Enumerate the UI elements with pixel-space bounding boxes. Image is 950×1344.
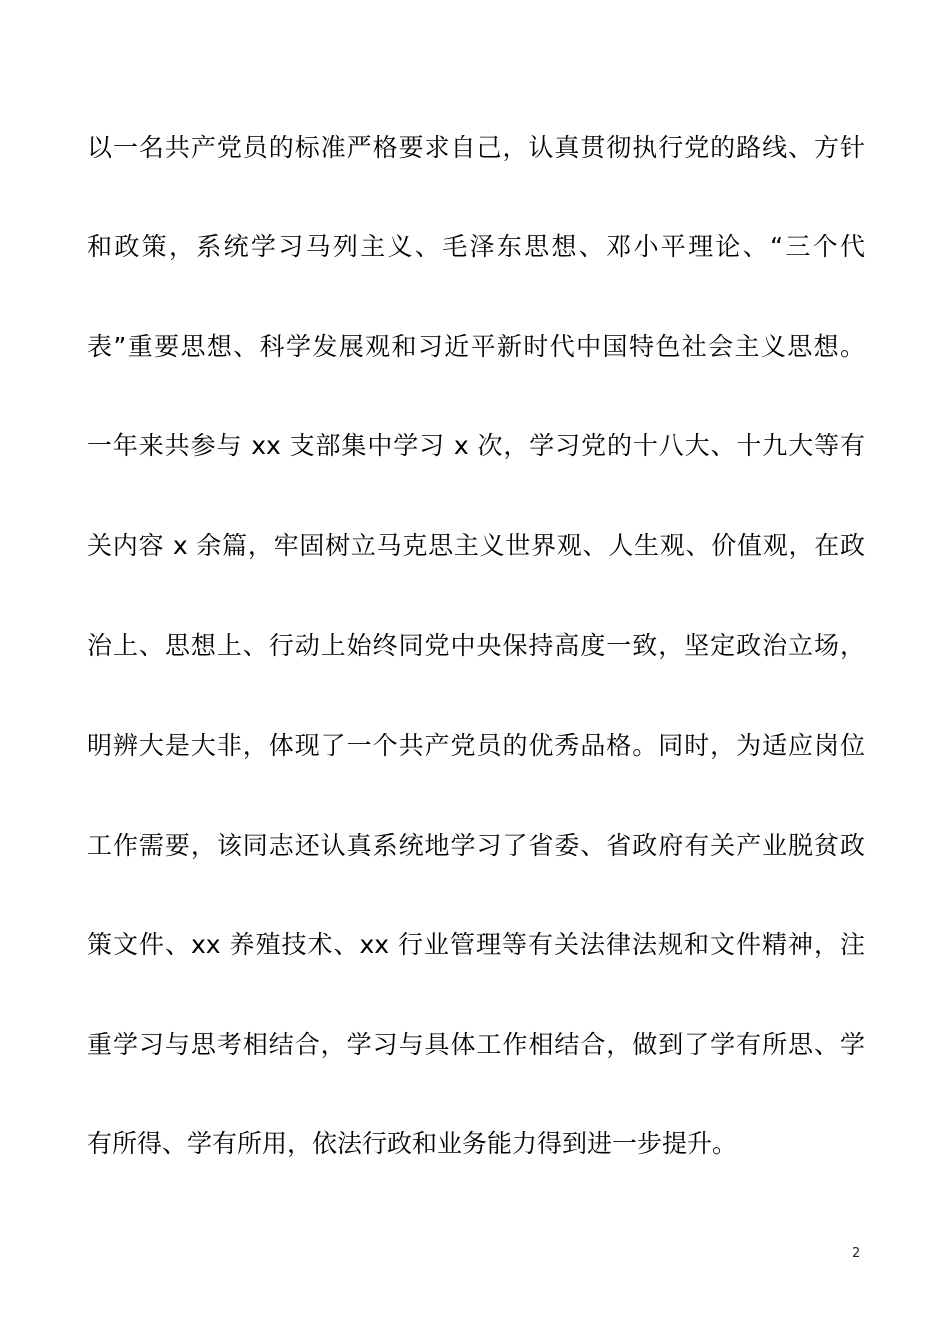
page-number: 2 [852,1246,861,1261]
text-line-11: 有所得、学有所用，依法行政和业务能力得到进一步提升。 [87,1129,738,1158]
text-line-2: 和政策，系统学习马列主义、毛泽东思想、邓小平理论、“三个代 [87,232,865,261]
text-line-8: 工作需要，该同志还认真系统地学习了省委、省政府有关产业脱贫政 [87,831,865,860]
text-line-4: 一年来共参与 xx 支部集中学习 x 次，学习党的十八大、十九大等有 [87,431,865,460]
text-line-5: 关内容 x 余篇，牢固树立马克思主义世界观、人生观、价值观，在政 [87,531,865,560]
text-line-3: 表”重要思想、科学发展观和习近平新时代中国特色社会主义思想。 [87,332,865,361]
text-line-6: 治上、思想上、行动上始终同党中央保持高度一致，坚定政治立场， [87,631,865,660]
text-line-7: 明辨大是大非，体现了一个共产党员的优秀品格。同时，为适应岗位 [87,731,865,760]
text-line-9: 策文件、xx 养殖技术、xx 行业管理等有关法律法规和文件精神，注 [87,930,865,959]
text-line-10: 重学习与思考相结合，学习与具体工作相结合，做到了学有所思、学 [87,1030,865,1059]
text-line-1: 以一名共产党员的标准严格要求自己，认真贯彻执行党的路线、方针 [87,133,865,162]
